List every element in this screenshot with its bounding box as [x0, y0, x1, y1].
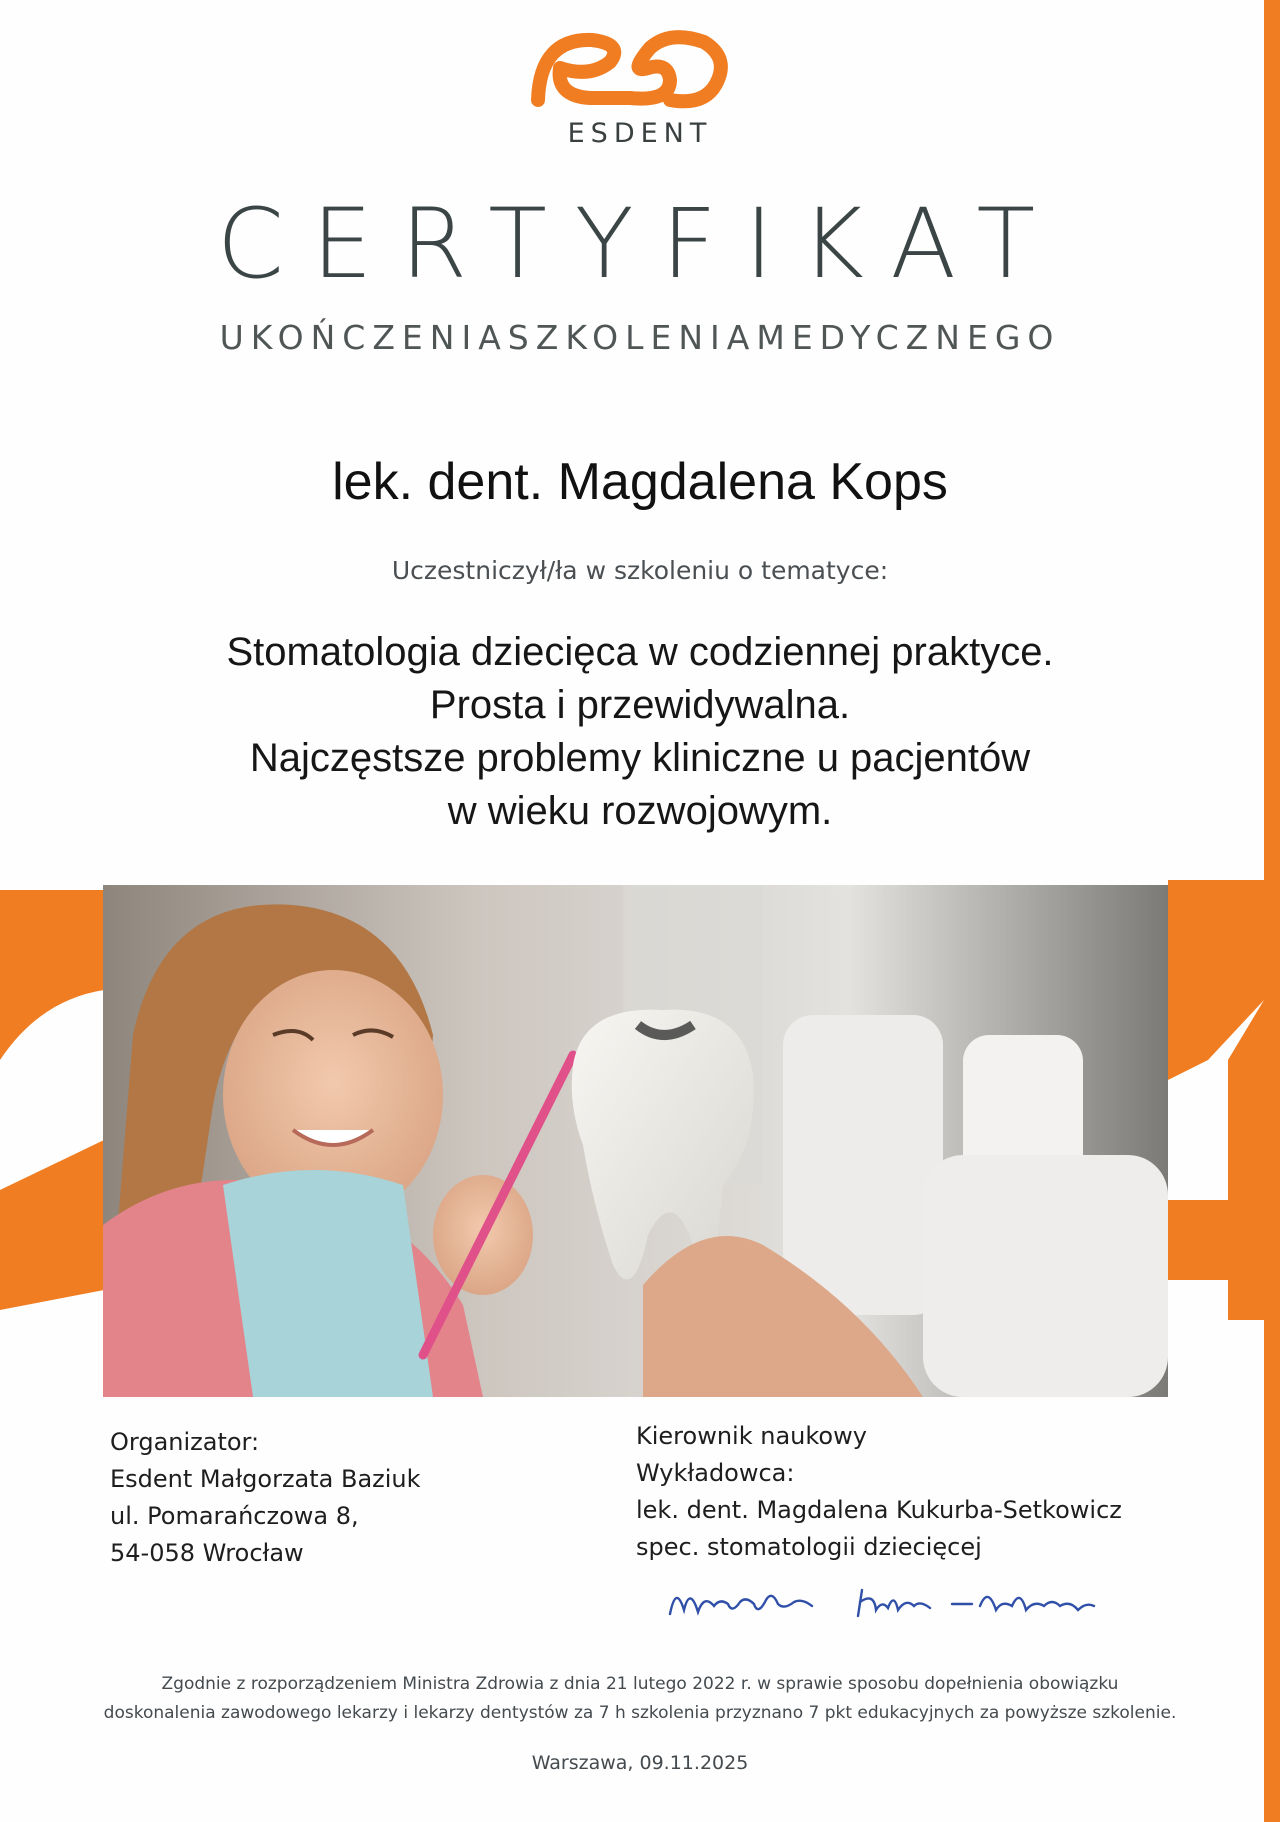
organizer-block [110, 1424, 421, 1572]
topic-line: Prosta i przewidywalna. [429, 683, 851, 727]
lecturer-role-scientific: Kierownik naukowy [636, 1422, 867, 1450]
lecturer-name: lek. dent. Magdalena Kukurba-Setkowicz [636, 1496, 1122, 1524]
organizer-city: 54-058 Wrocław [110, 1539, 304, 1567]
child-with-toothbrush-and-tooth-model-photo [103, 885, 1168, 1397]
certificate-subtitle: UKOŃCZENIASZKOLENIAMEDYCZNEGO [219, 318, 1061, 357]
legal-note [0, 1670, 1280, 1728]
legal-note-line: Zgodnie z rozporządzeniem Ministra Zdrowia z dnia 21 lutego 2022 r. w sprawie sposobu dopełnienia obowiązku [161, 1674, 1119, 1694]
esdent-monogram-icon [520, 18, 740, 128]
orange-band-left [0, 890, 104, 1310]
participation-text: Uczestniczył/ła w szkoleniu o tematyce: [391, 556, 889, 585]
topic-line: Stomatologia dziecięca w codziennej praktyce. [226, 630, 1054, 674]
lecturer-role-lecturer: Wykładowca: [636, 1459, 795, 1487]
recipient-name: lek. dent. Magdalena Kops [332, 453, 948, 511]
brand-name: ESDENT [567, 118, 713, 149]
lecturer-block [636, 1418, 1122, 1566]
place-and-date: Warszawa, 09.11.2025 [531, 1752, 749, 1774]
training-topic [0, 626, 1280, 838]
lecturer-specialty: spec. stomatologii dziecięcej [636, 1533, 982, 1561]
certificate-title: CERTYFIKAT [216, 188, 1064, 300]
legal-note-line: doskonalenia zawodowego lekarzy i lekarzy dentystów za 7 h szkolenia przyznano 7 pkt edukacyjnych za powyższe szkolenie. [103, 1703, 1177, 1723]
orange-band-right [1168, 880, 1264, 1400]
organizer-street: ul. Pomarańczowa 8, [110, 1502, 359, 1530]
organizer-company: Esdent Małgorzata Baziuk [110, 1465, 421, 1493]
topic-line: w wieku rozwojowym. [447, 789, 833, 833]
topic-line: Najczęstsze problemy kliniczne u pacjentów [249, 736, 1031, 780]
organizer-label: Organizator: [110, 1428, 260, 1456]
handwritten-signature [662, 1570, 1162, 1640]
